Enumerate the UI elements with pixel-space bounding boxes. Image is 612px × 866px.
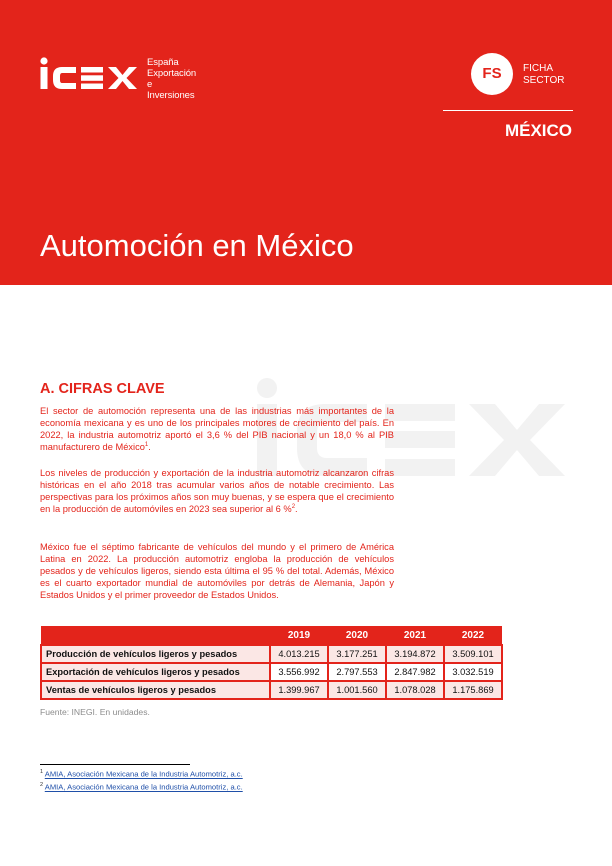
column-header: 2019 <box>270 626 328 645</box>
cell-value: 1.078.028 <box>386 681 444 699</box>
cell-value: 4.013.215 <box>270 645 328 663</box>
paragraph-text: México fue el séptimo fabricante de vehículos del mundo y el primero de América Latina en 2022. La producción automotriz engloba la producción de vehículos pesados y de vehículos ligeros, siendo esta última el 95 % del total. Además, México es el cuarto exportador mundial de automóviles por detrás de Alemania, Japón y Estados Unidos y el primer proveedor de Estados Unidos. <box>40 542 394 601</box>
table-header-row <box>41 626 502 645</box>
table-row <box>41 681 502 699</box>
paragraph-text: Los niveles de producción y exportación de la industria automotriz alcanzaron cifras históricas en el año 2018 tras acumular varios años de notable crecimiento. Las perspectivas para los próximos años son muy buenas, y se espera que el crecimiento en la producción de automóviles en 2023 sea superior al 6 % <box>40 468 394 515</box>
cell-value: 3.177.251 <box>328 645 386 663</box>
fs-badge: FS <box>471 53 513 95</box>
footnote-divider <box>40 764 190 765</box>
cell-value: 1.001.560 <box>328 681 386 699</box>
paragraph-tail: . <box>295 504 298 515</box>
cell-value: 1.175.869 <box>444 681 502 699</box>
paragraph-tail: . <box>148 442 151 453</box>
table-row <box>41 663 502 681</box>
row-label: Producción de vehículos ligeros y pesados <box>41 645 270 663</box>
paragraph-text: El sector de automoción representa una de las industrias más importantes de la economía mexicana y es uno de los principales motores de crecimiento del país. En 2022, la industria automotriz aportó el 3,6 % del PIB nacional y un 18,0 % al PIB manufacturero de México <box>40 406 394 453</box>
table-source: Fuente: INEGI. En unidades. <box>40 707 150 717</box>
paragraph <box>40 405 394 453</box>
paragraph <box>40 467 394 515</box>
column-header <box>41 626 270 645</box>
section-title: A. CIFRAS CLAVE <box>40 381 165 397</box>
footnote-ref: 2 <box>291 504 296 511</box>
footnote-link[interactable]: AMIA, Asociación Mexicana de la Industria Automotriz, a.c. <box>44 782 243 792</box>
footnote-mark: 2 <box>40 782 44 788</box>
tagline-line: Exportación <box>147 68 197 79</box>
footnote-link[interactable]: AMIA, Asociación Mexicana de la Industria Automotriz, a.c. <box>44 769 243 779</box>
cell-value: 2.797.553 <box>328 663 386 681</box>
cell-value: 3.194.872 <box>386 645 444 663</box>
doc-type-label <box>523 63 565 87</box>
footnote <box>40 782 243 792</box>
column-header: 2021 <box>386 626 444 645</box>
header-divider <box>443 110 573 111</box>
footnote-ref: 1 <box>144 442 149 449</box>
key-figures-table <box>40 626 503 700</box>
doc-type-line: FICHA <box>523 63 553 74</box>
country-label: MÉXICO <box>504 121 572 140</box>
column-header: 2020 <box>328 626 386 645</box>
cell-value: 3.556.992 <box>270 663 328 681</box>
doc-type-line: SECTOR <box>523 75 565 86</box>
paragraph <box>40 541 394 601</box>
table-row <box>41 645 502 663</box>
tagline-line: España <box>147 57 179 68</box>
column-header: 2022 <box>444 626 502 645</box>
footnote <box>40 769 243 779</box>
row-label: Exportación de vehículos ligeros y pesados <box>41 663 270 681</box>
cover-header <box>0 0 612 285</box>
row-label: Ventas de vehículos ligeros y pesados <box>41 681 270 699</box>
footnote-mark: 1 <box>40 769 44 775</box>
cell-value: 1.399.967 <box>270 681 328 699</box>
icex-tagline <box>147 57 196 101</box>
cell-value: 3.032.519 <box>444 663 502 681</box>
document-title: Automoción en México <box>40 228 354 263</box>
icex-logo-icon <box>40 57 140 91</box>
cell-value: 2.847.982 <box>386 663 444 681</box>
cell-value: 3.509.101 <box>444 645 502 663</box>
tagline-line: e Inversiones <box>147 79 195 101</box>
